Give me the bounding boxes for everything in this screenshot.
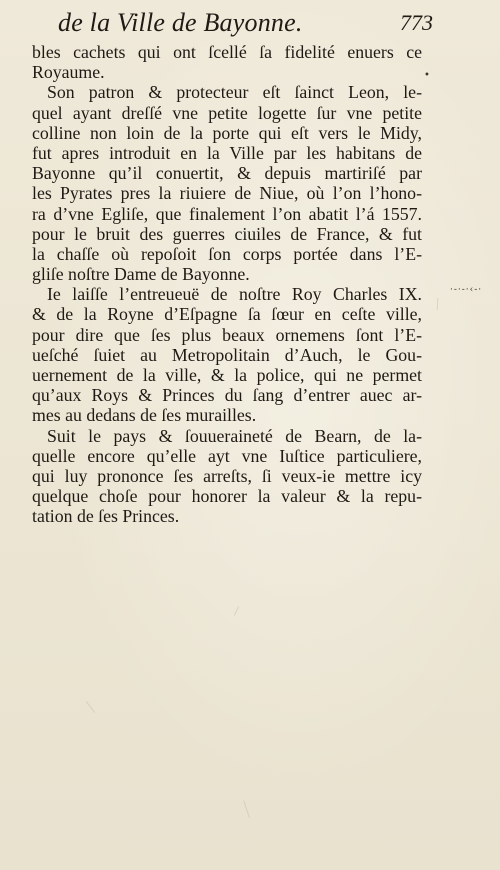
running-head: de la Ville de Bayonne. xyxy=(58,8,303,37)
text-line: ueſché ſuiet au Metropolitain d’Auch, le Gou- xyxy=(32,344,422,365)
text-line: les Pyrates pres la riuiere de Niue, où l’on l’hono- xyxy=(32,183,422,204)
paragraph-start-line: Suit le pays & ſouueraineté de Bearn, de la- xyxy=(47,425,422,446)
page-header xyxy=(58,8,433,42)
text-line: & de la Royne d’Eſpagne ſa ſœur en ceſte ville, xyxy=(32,304,422,325)
text-line: quelle encore qu’elle ayt vne Iuſtice particuliere, xyxy=(32,445,422,466)
paper-speck xyxy=(234,606,239,615)
margin-trail-mark: ·-·-·‹-· xyxy=(450,285,483,295)
text-line: quelque choſe pour honorer la valeur & la repu- xyxy=(32,486,422,507)
text-line: quel ayant dreſſé vne petite logette ſur vne petite xyxy=(32,102,422,123)
text-line: pour dire que ſes plus beaux ornemens ſont l’E- xyxy=(32,324,422,345)
margin-star-mark: • xyxy=(424,70,430,81)
text-line: uernement de la ville, & la police, qui ne permet xyxy=(32,365,422,385)
paper-speck xyxy=(437,298,438,310)
text-line: pour le bruit des guerres ciuiles de France, & fut xyxy=(32,223,422,244)
paper-speck xyxy=(86,701,95,713)
paper-speck xyxy=(243,800,250,817)
text-line: Bayonne qu’il conuertit, & depuis martiriſé par xyxy=(32,163,422,184)
text-line: mes au dedans de ſes murailles. xyxy=(32,405,257,426)
text-line: Royaume. xyxy=(32,62,105,83)
main-text-block xyxy=(32,42,422,527)
text-line: ra d’vne Egliſe, que finalement l’on abatit l’á 1557. xyxy=(32,203,422,224)
text-line: bles cachets qui ont ſcellé ſa fidelité enuers ce xyxy=(32,42,422,62)
paragraph-start-line: Ie laiſſe l’entreueuë de noſtre Roy Charles IX. xyxy=(47,284,422,305)
page-number: 773 xyxy=(400,10,433,35)
text-line: qui luy prononce ſes arreſts, ſi veux-ie mettre icy xyxy=(32,465,422,486)
text-line: tation de ſes Princes. xyxy=(32,506,180,527)
paragraph-start-line: Son patron & protecteur eſt ſainct Leon, le- xyxy=(47,82,422,103)
text-line: colline non loin de la porte qui eſt vers le Midy, xyxy=(32,122,422,143)
text-line: gliſe noſtre Dame de Bayonne. xyxy=(32,264,250,285)
text-line: la chaſſe où repoſoit ſon corps portée dans l’E- xyxy=(32,243,422,264)
text-line: fut apres introduit en la Ville par les habitans de xyxy=(32,142,422,163)
text-line: qu’aux Roys & Princes du ſang d’entrer auec ar- xyxy=(32,385,422,406)
